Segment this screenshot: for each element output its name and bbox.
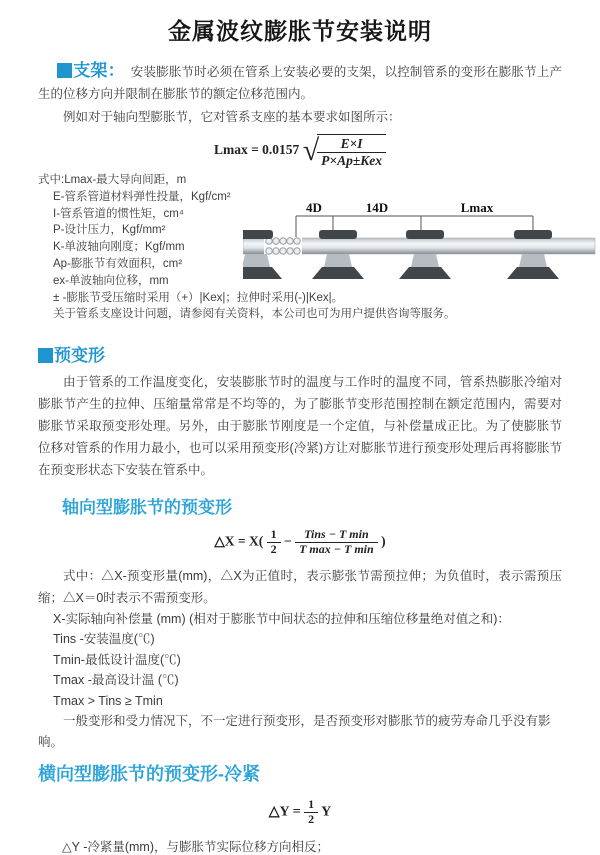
- pipe-support-guide: [507, 230, 559, 279]
- pipe-support-diagram-svg: [243, 200, 599, 298]
- definition-line: 关于管系支座设计问题，请参阅有关资料，本公司也可为用户提供咨询等服务。: [53, 308, 456, 321]
- support-intro-text: 安装膨胀节时必须在管系上安装必要的支架，以控制管系的变形在膨胀节上产生的位移方向并限制在膨胀节的额定位移范围内。: [38, 65, 562, 101]
- lateral-subsection-heading: 横向型膨胀节的预变形-冷紧: [38, 764, 260, 785]
- support-section-heading: 支架：: [73, 61, 125, 80]
- page-title: 金属波纹膨胀节安装说明: [168, 18, 432, 44]
- blue-square-bullet-icon: [38, 348, 53, 363]
- definitions-and-diagram: [38, 172, 562, 327]
- axial-definition-line: X-实际轴向补偿量 (mm) (相对于膨胀节中间状态的拉伸和压缩位移量绝对值之和)：: [53, 611, 510, 626]
- support-example-line: 例如对于轴向型膨胀节，它对管系支座的基本要求如图所示：: [63, 110, 401, 124]
- pipe-support-guide: [399, 230, 451, 279]
- half-numerator: 1: [267, 528, 281, 543]
- definition-line: ex-单波轴向位移，mm: [53, 274, 169, 287]
- definition-line: Ap-膨胀节有效面积，cm²: [53, 258, 183, 271]
- temperature-ratio-numerator: Tins − T min: [295, 528, 378, 543]
- axial-note-line: 一般变形和受力情况下，不一定进行预变形，是否预变形对膨胀节的疲劳寿命几乎没有影响。: [38, 714, 551, 749]
- lateral-formula-lhs: △Y =: [268, 804, 301, 820]
- pipe-support-diagram: [243, 200, 599, 298]
- dim-label-14d: 14D: [365, 200, 389, 216]
- definition-line: I-管系管道的惯性矩，cm⁴: [53, 207, 184, 220]
- document-content: [0, 60, 600, 855]
- one-half-fraction: [267, 528, 281, 557]
- blue-square-bullet-icon: [57, 63, 72, 78]
- predeform-heading-text: 预变形: [54, 346, 105, 366]
- dim-label-4d: 4D: [306, 200, 322, 216]
- axial-formula-lhs: △X = X(: [214, 533, 264, 549]
- lateral-coldtight-formula: [38, 798, 562, 827]
- half-numerator: 1: [304, 798, 318, 813]
- lateral-note-line: △Y -冷紧量(mm)，与膨胀节实际位移方向相反；: [62, 839, 330, 854]
- axial-explanation-paragraph: 式中：△X-预变形量(mm)，△X为正值时，表示膨张节需预拉伸；为负值时，表示需预压缩；△X＝0时表示不需预变形。: [38, 568, 562, 605]
- support-section-paragraph: [38, 60, 562, 105]
- dim-label-lmax: Lmax: [460, 200, 494, 216]
- predeform-paragraph: 由于管系的工作温度变化，安装膨胀节时的温度与工作时的温度不同，管系热膨胀冷缩对膨胀节产生的拉伸、压缩量常常是不均等的，为了膨胀节变形范围控制在额定范围内，需要对膨胀节采取预变形处理。另外，由于膨胀节刚度是一个定值，与补偿量成正比。为了使膨胀节位移对管系的作用力最小，也可以采用预变形(冷紧)方让对膨胀节进行预变形处理后再将膨胀节在预变形状态下安装在管系中。: [38, 375, 562, 478]
- temperature-ratio-fraction: [295, 528, 378, 557]
- definition-line: 式中:Lmax-最大导向间距，m: [38, 174, 187, 187]
- lmax-formula-lhs: Lmax = 0.0157: [213, 142, 300, 158]
- pipe-support-guide: [312, 230, 364, 279]
- one-half-fraction: [304, 798, 318, 827]
- axial-definition-line: Tmax > Tins ≥ Tmin: [53, 693, 163, 708]
- lmax-formula: [38, 134, 562, 168]
- lmax-formula-denominator: P×Ap±Kex: [321, 152, 383, 168]
- lateral-formula-rhs: Y: [321, 804, 332, 820]
- axial-definition-line: Tmin-最低设计温度(℃): [53, 652, 181, 667]
- definition-line: ± -膨胀节受压缩时采用（+）|Kex|；拉伸时采用(-)|Kex|。: [53, 291, 344, 304]
- bellows-expansion-joint: [264, 237, 302, 255]
- lmax-formula-radicand: [317, 134, 386, 168]
- half-denominator: 2: [308, 811, 315, 826]
- axial-subsection-heading: 轴向型膨胀节的预变形: [62, 498, 232, 518]
- definition-line: E-管系管道材料弹性投量，Kgf/cm²: [53, 190, 231, 203]
- predeform-section-heading: [38, 341, 562, 366]
- minus-sign: −: [284, 533, 292, 549]
- axial-predeform-formula: [38, 528, 562, 557]
- axial-definition-line: Tins -安装温度(℃): [53, 632, 155, 647]
- half-denominator: 2: [270, 541, 277, 556]
- axial-definition-line: Tmax -最高设计温 (℃): [53, 673, 179, 688]
- square-root-icon: √: [302, 134, 320, 168]
- definition-line: K-单波轴向刚度；Kgf/mm: [53, 241, 185, 254]
- temperature-ratio-denominator: T max − T min: [299, 541, 374, 556]
- lmax-formula-numerator: E×I: [317, 136, 386, 153]
- definition-line: P-设计压力，Kgf/mm²: [53, 224, 166, 237]
- axial-formula-rhs: ): [381, 533, 386, 549]
